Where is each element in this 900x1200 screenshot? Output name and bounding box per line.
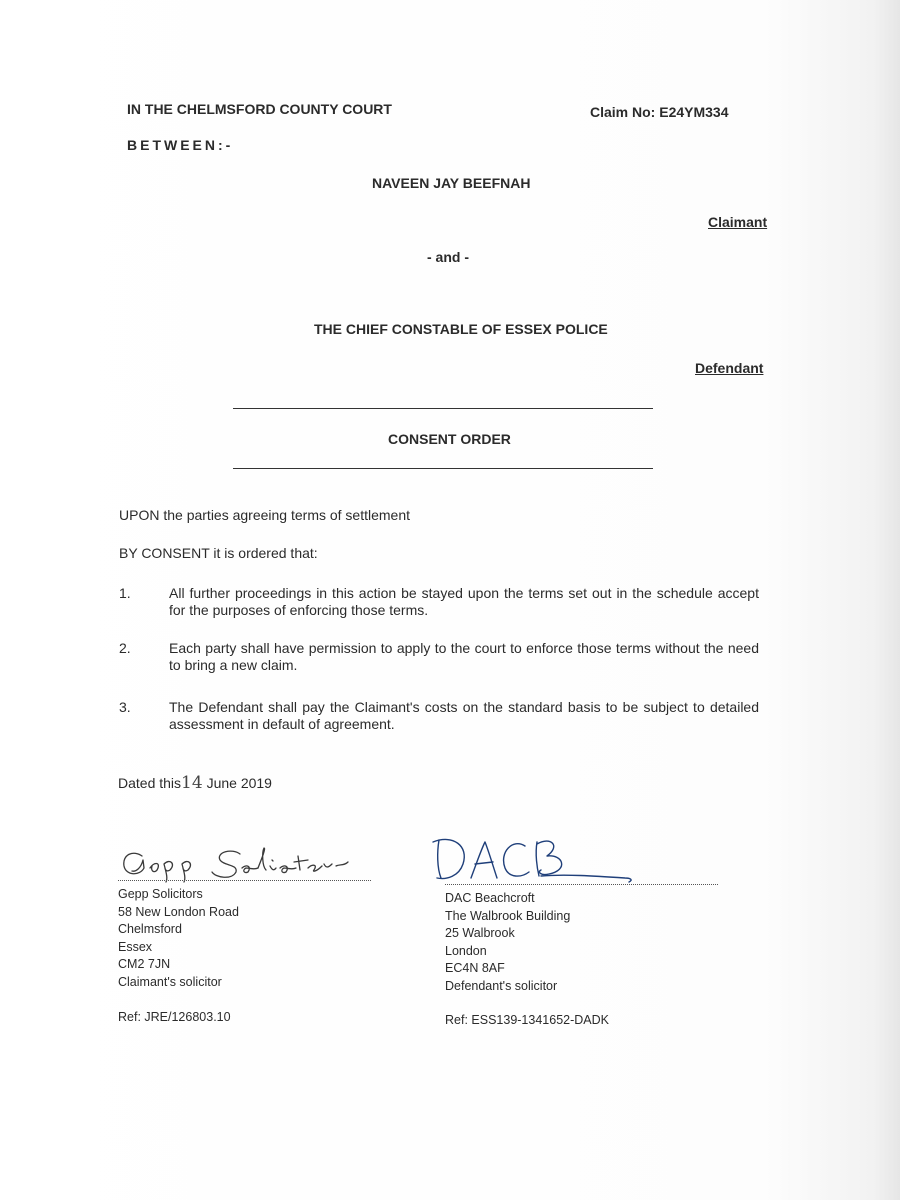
between-label: BETWEEN:- xyxy=(127,137,234,153)
order-item-text: All further proceedings in this action be stayed upon the terms set out in the schedule accept for the purposes of enforcing those terms. xyxy=(169,585,759,618)
by-consent-recital: BY CONSENT it is ordered that: xyxy=(119,545,318,561)
claimant-solicitor-address xyxy=(118,886,239,991)
claimant-role: Claimant xyxy=(708,214,768,230)
order-item-number: 1. xyxy=(119,585,131,601)
address-line: DAC Beachcroft xyxy=(445,891,535,905)
dated-line xyxy=(118,773,272,793)
order-item-text: Each party shall have permission to apply to the court to enforce those terms without the need to bring a new claim. xyxy=(169,640,759,673)
defendant-name: THE CHIEF CONSTABLE OF ESSEX POLICE xyxy=(314,321,608,337)
dated-day-handwritten: 14 xyxy=(181,773,203,793)
defendant-solicitor-signature xyxy=(425,832,645,892)
address-line: Defendant's solicitor xyxy=(445,978,558,993)
address-line: Essex xyxy=(118,939,153,954)
upon-recital: UPON the parties agreeing terms of settlement xyxy=(119,507,411,523)
address-line: 58 New London Road xyxy=(118,904,239,919)
title-rule-bottom xyxy=(233,468,653,469)
defendant-role: Defendant xyxy=(695,360,764,376)
order-item-text: The Defendant shall pay the Claimant's costs on the standard basis to be subject to detailed assessment in default of agreement. xyxy=(169,699,759,732)
address-line: Chelmsford xyxy=(118,922,182,936)
dated-prefix: Dated this xyxy=(118,775,182,791)
claim-number: Claim No: E24YM334 xyxy=(590,104,729,120)
court-heading: IN THE CHELMSFORD COUNTY COURT xyxy=(127,101,392,117)
dated-month-year: June 2019 xyxy=(206,775,272,791)
defendant-reference: Ref: ESS139-1341652-DADK xyxy=(445,1013,609,1027)
address-line: Claimant's solicitor xyxy=(118,974,222,989)
address-line: EC4N 8AF xyxy=(445,961,505,975)
address-line: CM2 7JN xyxy=(118,957,171,971)
defendant-solicitor-address xyxy=(445,890,570,995)
address-line: 25 Walbrook xyxy=(445,926,515,940)
address-line: The Walbrook Building xyxy=(445,908,571,923)
title-rule-top xyxy=(233,408,653,409)
and-separator: - and - xyxy=(427,249,469,265)
order-title: CONSENT ORDER xyxy=(388,431,511,447)
order-item-number: 3. xyxy=(119,699,131,715)
claimant-signature-line xyxy=(118,880,371,881)
address-line: Gepp Solicitors xyxy=(118,887,203,901)
claimant-name: NAVEEN JAY BEEFNAH xyxy=(372,175,531,191)
defendant-signature-line xyxy=(445,884,718,885)
address-line: London xyxy=(445,943,487,958)
order-item-number: 2. xyxy=(119,640,131,656)
claimant-solicitor-signature xyxy=(112,838,362,883)
claimant-reference: Ref: JRE/126803.10 xyxy=(118,1010,231,1024)
